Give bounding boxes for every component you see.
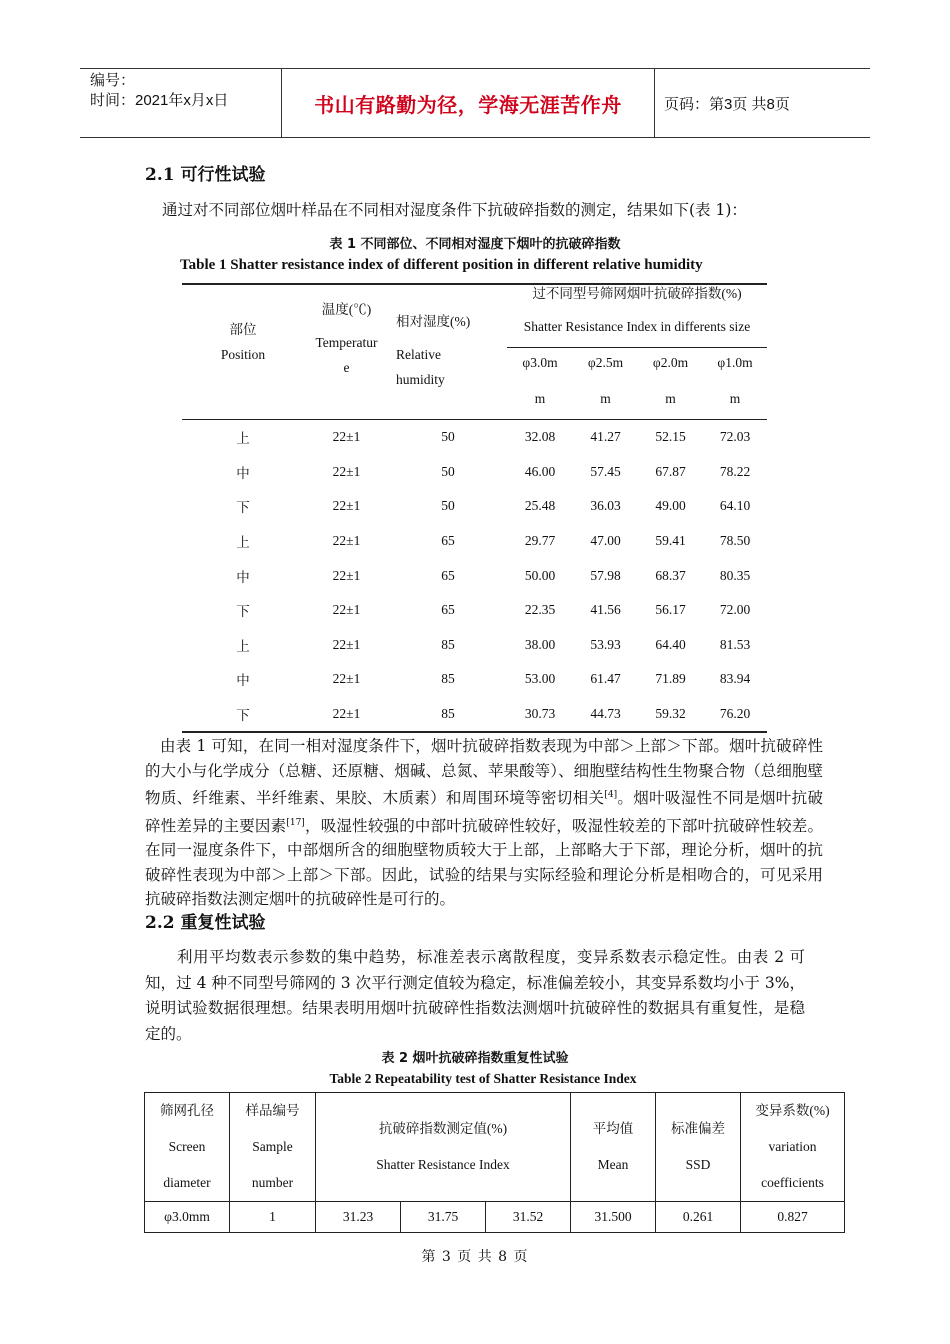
table1-cell: 81.53 bbox=[719, 636, 751, 652]
table2-header-sample: 样品编号 Sample number bbox=[230, 1093, 316, 1202]
table1-cell: 47.00 bbox=[590, 533, 621, 549]
repeatability-paragraph: 利用平均数表示参数的集中趋势，标准差表示离散程度，变异系数表示稳定性。由表 2 可知，过 4 种不同型号筛网的 3 次平行测定值较为稳定，标准偏差较小，其变异系数均小于 3%，说明试验数据很理想。结果表明用烟叶抗破碎性指数法测烟叶抗破碎性的数据具有重复性，是稳定的。 bbox=[145, 948, 805, 1043]
table1-cell: 上 bbox=[236, 638, 250, 654]
table1-cell: 22±1 bbox=[332, 498, 361, 514]
table1-cell: 上 bbox=[236, 535, 250, 551]
table-row bbox=[182, 593, 767, 628]
table1-cell: 59.41 bbox=[655, 533, 686, 549]
table1-cell: 85 bbox=[441, 671, 455, 687]
page-header bbox=[80, 68, 870, 138]
table2-cell: 31.23 bbox=[316, 1202, 401, 1233]
table1-cell: 46.00 bbox=[524, 463, 556, 479]
table1-cell: 44.73 bbox=[590, 706, 621, 722]
table1-cell: 65 bbox=[441, 602, 455, 618]
table1-body bbox=[182, 420, 767, 731]
table1-cell: 67.87 bbox=[655, 463, 686, 479]
table2-caption-en: Table 2 Repeatability test of Shatter Resistance Index bbox=[329, 1071, 637, 1086]
header-meta bbox=[80, 69, 282, 137]
table1-header-size-1: φ3.0m m bbox=[522, 355, 558, 406]
table2-header-screen: 筛网孔径 Screen diameter bbox=[145, 1093, 230, 1202]
table2-caption-cn: 表 2 烟叶抗破碎指数重复性试验 bbox=[381, 1051, 569, 1066]
table1-cell: 65 bbox=[441, 533, 455, 549]
table-row bbox=[145, 1202, 845, 1233]
table2-cell: 1 bbox=[230, 1202, 316, 1233]
table1-cell: 中 bbox=[236, 465, 250, 481]
table1-header-size-4: φ1.0m m bbox=[717, 355, 753, 406]
table1-sub-rule bbox=[507, 347, 767, 348]
table1-cell: 57.98 bbox=[590, 567, 621, 583]
table1-header-humidity: 相对湿度(%) Relative humidity bbox=[396, 314, 471, 387]
table1-cell: 56.17 bbox=[655, 602, 686, 618]
table1-cell: 50 bbox=[441, 498, 455, 514]
table2-header-mean: 平均值 Mean bbox=[571, 1093, 656, 1202]
table1-cell: 22±1 bbox=[332, 533, 361, 549]
table2-cell: 31.75 bbox=[401, 1202, 486, 1233]
table1-cell: 50.00 bbox=[524, 567, 556, 583]
table1-cell: 22±1 bbox=[332, 636, 361, 652]
table1-cell: 22±1 bbox=[332, 706, 361, 722]
table2-cell: 0.827 bbox=[741, 1202, 845, 1233]
table1-cell: 中 bbox=[236, 673, 250, 689]
table-row bbox=[182, 524, 767, 559]
table1-cell: 49.00 bbox=[655, 498, 686, 514]
table1-cell: 76.20 bbox=[719, 706, 751, 722]
table1-caption-cn: 表 1 不同部位、不同相对湿度下烟叶的抗破碎指数 bbox=[329, 237, 621, 252]
table1-header-size-2: φ2.5m m bbox=[587, 355, 624, 406]
table1-cell: 上 bbox=[236, 431, 250, 447]
table1-cell: 22±1 bbox=[332, 429, 361, 445]
table1-cell: 78.50 bbox=[719, 533, 751, 549]
table1-cell: 52.15 bbox=[655, 429, 686, 445]
table1-cell: 57.45 bbox=[590, 463, 621, 479]
table1-cell: 53.93 bbox=[590, 636, 621, 652]
page-footer: 第 3 页 共 8 页 bbox=[421, 1249, 529, 1265]
table2-cell: 31.500 bbox=[571, 1202, 656, 1233]
table2-header-measured: 抗破碎指数测定值(%) Shatter Resistance Index bbox=[316, 1093, 571, 1202]
table1-cell: 53.00 bbox=[524, 671, 556, 687]
table1-cell: 85 bbox=[441, 706, 455, 722]
table1-cell: 22±1 bbox=[332, 567, 361, 583]
table2 bbox=[144, 1092, 845, 1233]
table1-cell: 61.47 bbox=[590, 671, 621, 687]
section-intro: 通过对不同部位烟叶样品在不同相对湿度条件下抗破碎指数的测定，结果如下(表 1)： bbox=[162, 201, 747, 219]
table1-cell: 65 bbox=[441, 567, 455, 583]
table-row bbox=[182, 697, 767, 732]
time-label: 时间：2021年x月x日 bbox=[90, 92, 229, 109]
table1-cell: 85 bbox=[441, 636, 455, 652]
table2-header-ssd: 标准偏差 SSD bbox=[656, 1093, 741, 1202]
table1-cell: 41.56 bbox=[590, 602, 621, 618]
table1-cell: 38.00 bbox=[524, 636, 556, 652]
table1-cell: 下 bbox=[236, 708, 250, 724]
citation-4: [4] bbox=[604, 790, 618, 800]
table1-header-size-3: φ2.0m m bbox=[652, 355, 689, 406]
table1-cell: 下 bbox=[236, 604, 250, 620]
section-heading-feasibility: 2.1 可行性试验 bbox=[145, 165, 266, 185]
table1-cell: 78.22 bbox=[719, 463, 751, 479]
table1-cell: 50 bbox=[441, 463, 455, 479]
header-page-label: 页码：第3页 共8页 bbox=[664, 95, 790, 113]
table1-cell: 下 bbox=[236, 500, 250, 516]
table1-cell: 50 bbox=[441, 429, 455, 445]
table1-cell: 83.94 bbox=[719, 671, 751, 687]
table1-cell: 25.48 bbox=[524, 498, 556, 514]
table1-header-position: 部位 Position bbox=[220, 322, 266, 362]
table1-cell: 72.03 bbox=[719, 429, 751, 445]
table2-header-cv: 变异系数(%) variation coefficients bbox=[741, 1093, 845, 1202]
table1-cell: 64.10 bbox=[719, 498, 751, 514]
table1-cell: 71.89 bbox=[655, 671, 686, 687]
table-row bbox=[182, 662, 767, 697]
table-row bbox=[182, 455, 767, 490]
table-row bbox=[182, 628, 767, 663]
table1-cell: 59.32 bbox=[655, 706, 686, 722]
table2-cell: 31.52 bbox=[486, 1202, 571, 1233]
table1-cell: 36.03 bbox=[590, 498, 621, 514]
header-motto: 书山有路勤为径，学海无涯苦作舟 bbox=[282, 69, 655, 137]
table1-cell: 72.00 bbox=[719, 602, 751, 618]
section-heading-repeatability: 2.2 重复性试验 bbox=[145, 913, 266, 933]
table-row bbox=[182, 420, 767, 455]
table1-cell: 22±1 bbox=[332, 463, 361, 479]
table1-cell: 64.40 bbox=[655, 636, 686, 652]
table1-cell: 22.35 bbox=[524, 602, 556, 618]
table1-cell: 29.77 bbox=[524, 533, 556, 549]
table1-header-temperature: 温度(℃) Temperatur e bbox=[315, 302, 378, 375]
table1-cell: 22±1 bbox=[332, 671, 361, 687]
table-row bbox=[182, 489, 767, 524]
table1-cell: 68.37 bbox=[655, 567, 686, 583]
table1-cell: 中 bbox=[236, 569, 250, 585]
table1-cell: 30.73 bbox=[524, 706, 556, 722]
table1-cell: 32.08 bbox=[524, 429, 556, 445]
table1-cell: 41.27 bbox=[590, 429, 621, 445]
citation-17: [17] bbox=[286, 817, 305, 828]
number-label: 编号： bbox=[90, 72, 136, 89]
table2-cell: 0.261 bbox=[656, 1202, 741, 1233]
table2-cell: φ3.0mm bbox=[145, 1202, 230, 1233]
table1-cell: 80.35 bbox=[719, 567, 751, 583]
analysis-paragraph: 由表 1 可知，在同一相对湿度条件下，烟叶抗破碎指数表现为中部＞上部＞下部。烟叶抗破碎性的大小与化学成分（总糖、还原糖、烟碱、总氮、苹果酸等）、细胞壁结构性生物聚合物（总细胞壁物质、纤维素、半纤维素、果胶、木质素）和周围环境等密切相关[4]。烟叶吸湿性不同是烟叶抗破碎性差异的主要因素[17]，吸湿性较强的中部叶抗破碎性较好，吸湿性较差的下部叶抗破碎性较差。在同一湿度条件下，中部烟所含的细胞壁物质较大于上部，上部略大于下部，理论分析，烟叶的抗破碎性表现为中部＞上部＞下部。因此，试验的结果与实际经验和理论分析是相吻合的，可见采用抗破碎指数法测定烟叶的抗破碎性是可行的。 bbox=[145, 737, 823, 909]
table1-cell: 22±1 bbox=[332, 602, 361, 618]
table1-header-group: 过不同型号筛网烟叶抗破碎指数(%) Shatter Resistance Index in differents size bbox=[523, 286, 751, 334]
table-row bbox=[182, 558, 767, 593]
table1-caption-en: Table 1 Shatter resistance index of different position in different relative humidity bbox=[180, 257, 703, 273]
